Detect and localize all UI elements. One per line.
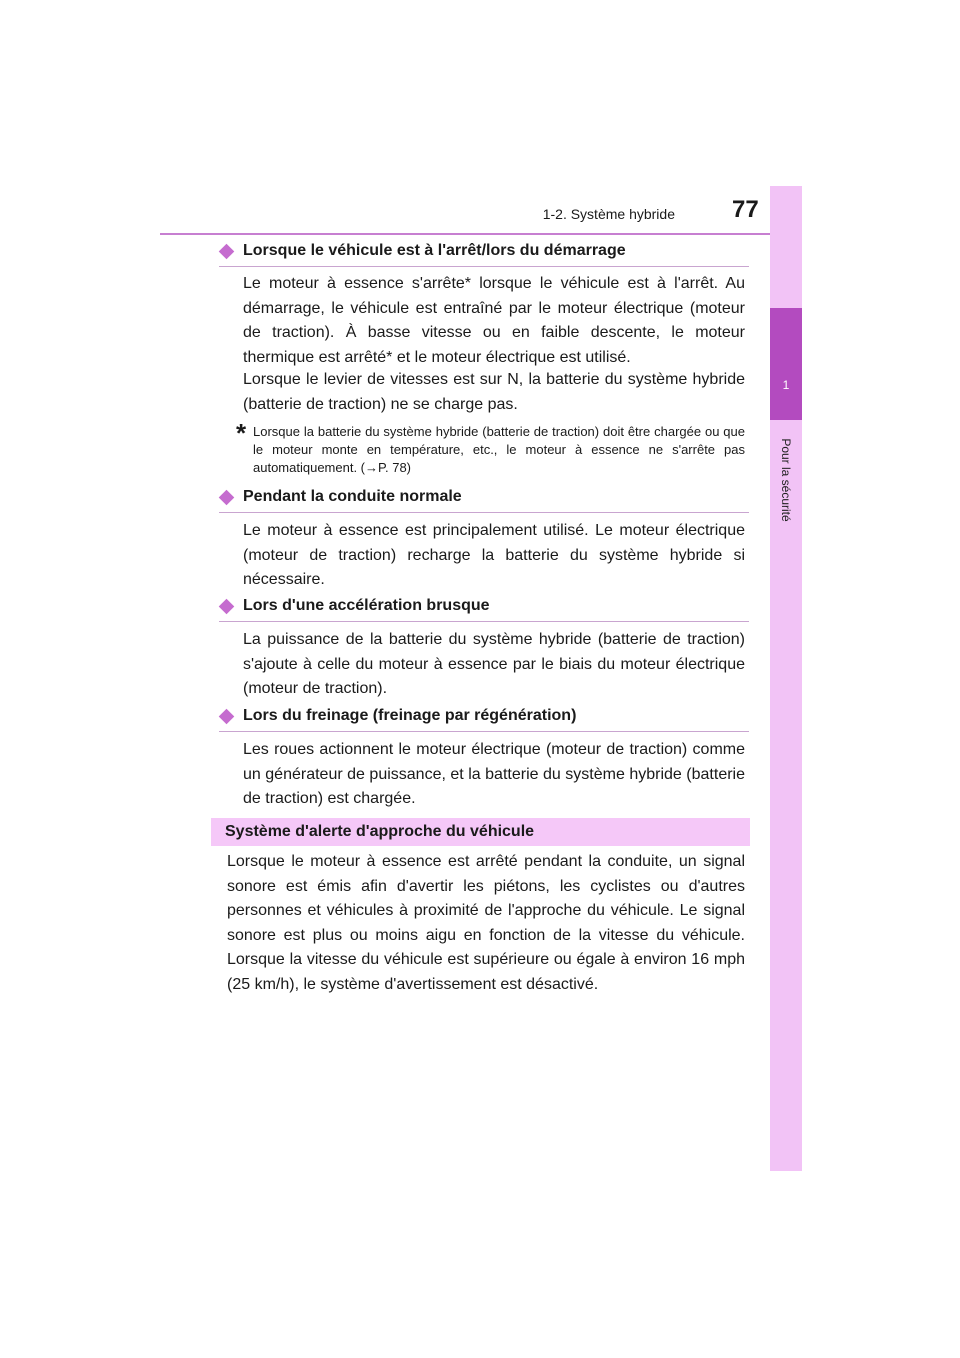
alert-banner [211,818,750,846]
chapter-title: Pour la sécurité [779,438,793,522]
diamond-bullet-icon [219,709,235,725]
chapter-number-tab [770,308,802,420]
heading-brake [219,707,749,732]
heading-normal [219,488,749,513]
diamond-bullet-icon [219,599,235,615]
paragraph-brake: Les roues actionnent le moteur électrique (moteur de traction) comme un générateur de puissance, et la batterie du système hybride (batterie de traction) est chargée. [243,741,745,807]
paragraph-normal: Le moteur à essence est principalement utilisé. Le moteur électrique (moteur de traction) recharge la batterie du système hybride si nécessaire. [243,522,745,588]
section-title: 1-2. Système hybride [542,206,675,222]
heading-text: Lors d'une accélération brusque [243,597,490,614]
footnote-text: Lorsque la batterie du système hybride (batterie de traction) doit être chargée ou que le moteur monte en température, etc., le moteur à essence ne s'arrête pas automatiquement. (→P. 78) [253,424,745,475]
footnote-marker: * [236,418,247,448]
heading-stop [219,242,749,267]
heading-accel [219,597,749,622]
paragraph-stop-1: Le moteur à essence s'arrête* lorsque le véhicule est à l'arrêt. Au démarrage, le véhicule est entraîné par le moteur électrique (moteur de traction). À basse vitesse ou en faible descente, le moteur thermique est arrêté* et le moteur électrique est utilisé. [243,275,745,366]
heading-text: Pendant la conduite normale [243,488,462,505]
diamond-bullet-icon [219,490,235,506]
paragraph-accel: La puissance de la batterie du système hybride (batterie de traction) s'ajoute à celle du moteur à essence par le biais du moteur électrique (moteur de traction). [243,631,745,697]
paragraph-stop-2: Lorsque le levier de vitesses est sur N, la batterie du système hybride (batterie de traction) ne se charge pas. [243,371,745,413]
heading-text: Lorsque le véhicule est à l'arrêt/lors du démarrage [243,242,626,259]
diamond-bullet-icon [219,244,235,260]
alert-title: Système d'alerte d'approche du véhicule [225,823,535,840]
chapter-number: 1 [782,378,790,392]
page-number: 77 [732,196,759,223]
alert-paragraph: Lorsque le moteur à essence est arrêté pendant la conduite, un signal sonore est émis afin d'avertir les piétons, les cyclistes ou d'autres personnes et véhicules à proximité de l'approche du véhicule. Le signal sonore est plus ou moins aigu en fonction de la vitesse du véhicule. Lorsque la vitesse du véhicule est supérieure ou égale à environ 16 mph (25 km/h), le système d'avertissement est désactivé. [227,853,745,993]
heading-text: Lors du freinage (freinage par régénération) [243,707,577,724]
header-divider [160,233,800,235]
